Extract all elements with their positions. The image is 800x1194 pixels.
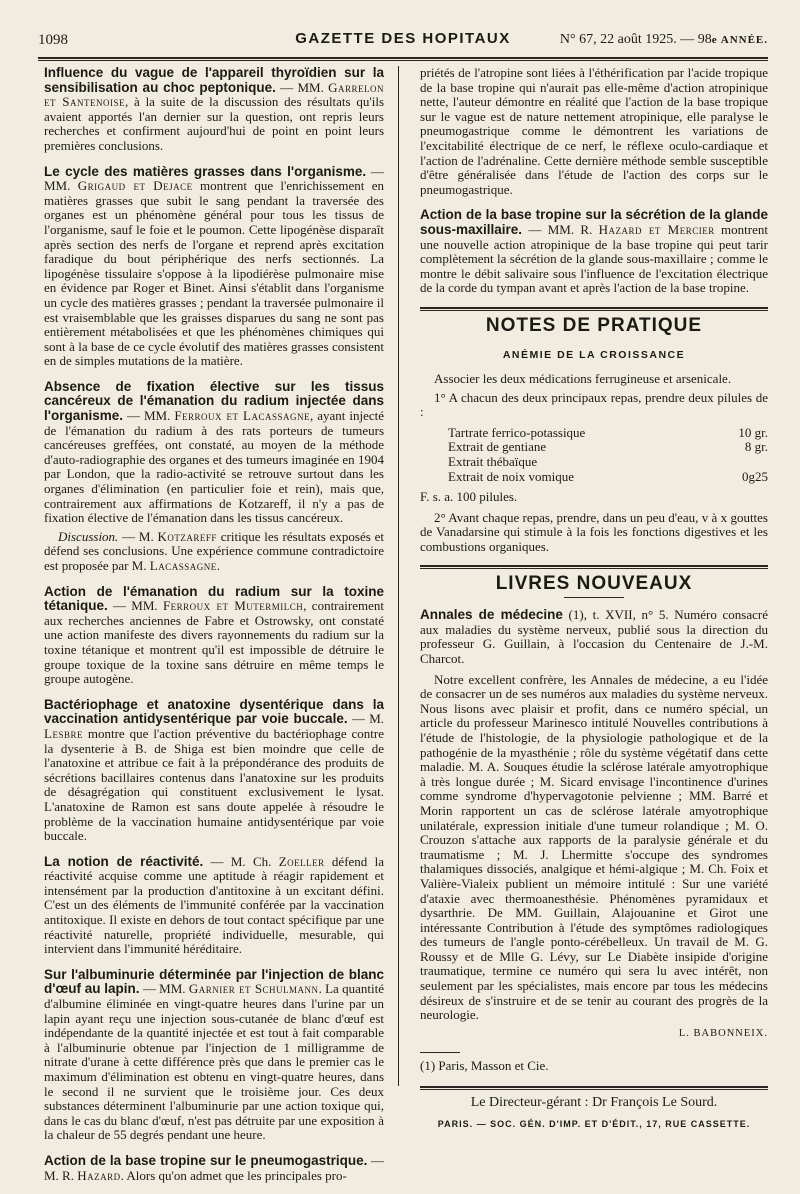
notes-step-2: 2° Avant chaque repas, prendre, dans un peu d'eau, v à x gouttes de Vanadarsine qui stimule à la fois les fonctions digestives et les combustions organiques. [420,509,768,555]
right-column [420,66,768,1131]
director-line: Le Directeur-gérant : Dr François Le Sourd. [470,1095,718,1111]
page-number: 1098 [38,32,68,48]
notes-intro: Associer les deux médications ferrugineuse et arsenicale. [434,371,732,387]
section-rule [420,565,768,569]
article-title: La notion de réactivité. [44,853,204,869]
article-authors: Zoeller [278,853,325,869]
article-authors: Grigaud et Dejace [77,178,193,194]
journal-title: GAZETTE DES HOPITAUX [295,30,511,47]
article-authors: Ferroux et Lacassagne [174,408,310,424]
article-body: , à la suite de la discussion des résultats qu'ils avaient apportés l'an dernier sur la question, ont repris leurs recherches et confirment aujourd'hui de point en point leurs premières conclusions. [44,94,385,153]
article-title: Bactériophage et anatoxine dysentérique dans la vaccination antidysentérique par voie buccale. [44,696,384,727]
review-signature: L. BABONNEIX. [678,1027,768,1039]
column-divider [398,66,399,1086]
book-title: Annales de médecine [420,607,563,623]
prescription-row: Extrait de gentiane 8 gr. [448,439,768,455]
article-authors: Garnier et Schulmann [188,981,319,997]
page-header [38,28,768,54]
article-authors: Ferroux et Mutermilch [162,598,304,614]
article-title: Influence du vague de l'appareil thyroïdien sur la sensibilisation au choc peptonique. [44,65,384,95]
article-fat-cycle: Le cycle des matières grasses dans l'organisme. — MM. Grigaud et Dejace montrent que l'enrichissement en matières grasses que subit le sang pendant la traversée des organes est un phénomène général pour tous les tissus de l'organisme, sauf le foie et le poumon. Cette lipogénèse disparaît après section des nerfs de l'organe et reprend après excitation faradique du bout périphérique des nerfs sectionnés. La lipogénèse tissulaire s'oppose à la lipodiérèse pulmonaire mise en évidence par Roger et Binet. Ainsi s'établit dans l'organisme un cycle des matières grasses ; pendant la traversée pulmonaire il est vraisemblable que les graisses disparues du sang ne sont pas entièrement métabolisées et que les phénomènes chimiques qui sont à la base de ce cycle évolutif des matières grasses consistent en de simples mutations de la matière. [44,163,384,369]
article-albuminuria: Sur l'albuminurie déterminée par l'injection de blanc d'œuf au lapin. — MM. Garnier et Schulmann. La quantité d'albumine éliminée en vingt-quatre heures dans l'urine par un lapin ayant reçu une injection sous-cutanée de blanc d'œuf est indépendante de la quantité injectée et est tout à fait comparable à l'albuminurie obtenue par l'injection de 1 milligramme de nitrate d'urane à cette différence près que dans le premier cas le maximum d'élimination est obtenu en vingt-quatre heures, dans le second il ne survient que le troisième jour. Ces deux substances déterminent l'albuminurie par une action toxique qui, dans le cas du blanc d'œuf, n'est pas détruite par une exposition à la chaleur de 55 degrés pendant une heure. [44,966,384,1143]
footnote-rule [420,1052,460,1053]
article-authors: Lesbre [44,725,83,741]
article-radium-tetanus: Action de l'émanation du radium sur la toxine tétanique. — MM. Ferroux et Mutermilch, contrairement aux recherches anciennes de Fabre et Ostrowsky, ont constaté une action manifeste des divers rayonnements du radium sur la toxine tétanique et montrent qu'il est impossible de détruire le groupe toxique de la toxine sans détruire en même temps le groupe autogène. [44,583,384,687]
imprint-line: PARIS. — SOC. GÉN. D'IMP. ET D'ÉDIT., 17, RUE CASSETTE. [437,1118,751,1129]
left-column [44,66,384,1194]
article-title: Action de la base tropine sur la sécrétion de la glande sous-maxillaire. [420,207,768,237]
article-body: . La quantité d'albumine éliminée en vingt-quatre heures dans l'urine par un lapin ayant reçu une injection sous-cutanée de blanc d'œuf est indépendante de la quantité injectée et est tout à fait comparable à l'albuminurie obtenue par l'injection de 1 milligramme de nitrate d'urane à cette différence près que dans le premier cas le maximum d'élimination est obtenu en vingt-quatre heures, dans le second il ne survient que le troisième jour. Ces deux substances déterminent l'albuminurie par une action toxique qui, dans le cas du blanc d'œuf, n'est pas détruite par une exposition à la chaleur de 55 degrés pendant une heure. [44,981,384,1143]
article-radium-cancer: Absence de fixation élective sur les tissus cancéreux de l'émanation du radium injectée dans l'organisme. — MM. Ferroux et Lacassagne, ayant injecté de l'émanation du radium à des rats porteurs de tumeurs cancéreuses greffées, ont constaté, au moyen de la méthode d'auto-radiographie des organes et des tumeurs imaginée en 1904 par London, que la radio-activité se retrouve surtout dans les organes d'élimination (en particulier foie et rein), mais que, contrairement aux affirmations de Kotzareff, il n'y a pas de fixation élective de l'émanation dans les tissus cancéreux. Discussion. — M. Kotzareff critique les résultats exposés et défend ses conclusions. Une expérience commune contradictoire est proposée par M. Lacassagne. [44,378,384,573]
footnote: (1) Paris, Masson et Cie. [420,1058,549,1074]
short-rule [564,597,624,598]
article-body: , contrairement aux recherches anciennes de Fabre et Ostrowsky, ont constaté une action manifeste des divers rayonnements du radium sur la toxine tétanique et montrent qu'il est impossible de détruire le groupe toxique de la toxine sans détruire en même temps le groupe autogène. [44,598,384,687]
prescription-row: Tartrate ferrico-potassique 10 gr. [448,424,768,440]
article-bacteriophage: Bactériophage et anatoxine dysentérique dans la vaccination antidysentérique par voie buccale. — M. Lesbre montre que l'action préventive du bactériophage contre la dysenterie à B. de Shiga est bien moindre que celle de l'anatoxine et attribue ce fait à la prépondérance des produits de sécrétions bacillaires contenus dans l'anatoxine sur les produits de désagrégation qui constituent exclusivement le lysat. L'anatoxine de Ramon est sans doute appelée à résoudre le problème de la vaccination humaine antidysentérique par voie buccale. [44,696,384,844]
article-authors: Garrelon et Santenoise [44,79,384,110]
article-body: montre que l'action préventive du bactériophage contre la dysenterie à B. de Shiga est bien moindre que celle de l'anatoxine et attribue ce fait à la prépondérance des produits de sécrétions bacillaires contenus dans l'anatoxine sur les produits de désagrégation qui constituent exclusivement le lysat. L'anatoxine de Ramon est sans doute appelée à résoudre le problème de la vaccination humaine antidysentérique par voie buccale. [44,725,384,844]
article-authors: Hazard [77,1167,121,1183]
discussion: Discussion. — M. Kotzareff critique les résultats exposés et défend ses conclusions. Une expérience commune contradictoire est proposée par M. Lacassagne. [44,528,384,573]
article-thyroid: Influence du vague de l'appareil thyroïdien sur la sensibilisation au choc peptonique. — MM. Garrelon et Santenoise, à la suite de la discussion des résultats qu'ils avaient apportés l'an dernier sur la question, ont repris leurs recherches et confirment aujourd'hui de point en point leurs premières conclusions. [44,65,385,153]
header-rule [38,57,768,61]
notes-step-1: 1° A chacun des deux principaux repas, prendre deux pilules de : [420,389,768,420]
article-body: , ayant injecté de l'émanation du radium à des rats porteurs de tumeurs cancéreuses greffées, ont constaté, au moyen de la méthode d'auto-radiographie des organes et des tumeurs imaginée en 1904 par London, que la radio-activité se retrouve surtout dans les organes d'élimination (en particulier foie et rein), mais que, contrairement aux affirmations de Kotzareff, il n'y a pas de fixation élective de l'émanation dans les tissus cancéreux. [44,408,384,526]
section-rule [420,307,768,311]
article-continuation: priétés de l'atropine sont liées à l'éthérification par l'acide tropique de la base tropine qui n'aurait pas elle-même d'action atropinique nette, l'auteur démontre en réalité que l'action de la base tropique sur le vague est de nature nettement atropinique, elle paralyse le pneumogastrique comme le démontrent les variations de l'excitabilité électrique de ce nerf, le réflexe oculo-cardiaque et l'action de l'adrénaline. Cette dernière méthode semble susceptible d'être généralisée dans l'étude de l'action des corps sur le pneumogastrique. [420,65,768,197]
article-authors: Hazard et Mercier [598,221,715,237]
book-review: Annales de médecine (1), t. XVII, n° 5. Numéro consacré aux maladies du système nerveux, publié sous la direction du professeur G. Guillain, à l'occasion du Centenaire de J.-M. Charcot. Notre excellent confrère, les Annales de médecine, a eu l'idée de consacrer un de ses numéros aux maladies du système nerveux. Nous lisons avec plaisir et profit, dans ce numéro spécial, un article du professeur Marinesco intitulé Nouvelles contributions à l'étude de l'histologie, de la physiologie pathologique et de la pathogénie de la myasthénie ; rôle du système végétatif dans cette maladie. M. A. Souques étudie la sclérose latérale amyotrophique à très longue durée ; M. Sicard envisage l'incontinence d'urines comme syndrome d'hypervagotonie pelvienne ; MM. Barré et Morin rapportent un cas de sclérose latérale amyotrophique unilatérale, expression initiale d'une tumeur rolandique ; M. O. Crouzon s'attache aux rapports de la paralysie générale et du traumatisme ; M. J. Lhermitte s'occupe des syndromes thalamiques dissociés, analgique et hémi-algique ; M. Ch. Foix et Valière-Vialeix publient un mémoire intitulé : Sur une variété d'ataxie avec thermoanesthésie. Phénomènes pyramidaux et dysarthrie. De MM. Guillain, Alajouanine et Girot une intéressante Contribution à l'étude des symptômes radiologiques des tumeurs de l'angle ponto-cérébelleux. Un travail de M. G. Roussy et de Mlle G. Lévy, sur Le Diabète insipide d'origine traumatique, termine ce numéro qui sera lu avec intérêt, non seulement par les spécialistes, mais encore par tous les médecins désireux de s'instruire et de se tenir au courant des progrès de la neurologie. L. BABONNEIX. [420,608,768,1041]
article-title: Action de l'émanation du radium sur la toxine tétanique. [44,583,384,614]
article-body: montrent que l'enrichissement en matières grasses que subit le sang pendant la traversée des organes est un phénomène général pour tous les tissus de l'organisme, sauf le foie et le poumon. Cette lipogénèse disparaît après section des nerfs de l'organe et reprend après excitation faradique du bout périphérique des nerfs sectionnés. La lipogénèse tissulaire s'oppose à la lipodiérèse pulmonaire mise en évidence par Roger et Binet. Ainsi s'établit dans l'organisme un cycle des matières grasses ; pendant la traversée pulmonaire il est vraisemblable que les graisses disparues du sang ne sont pas entièrement métabolisées et que les phénomènes chimiques qui sont à la base de ce cycle évolutif des matières grasses consistent en de simples mutations de la matière. [44,178,384,369]
gazette-page [38,28,768,1183]
review-text: Notre excellent confrère, les Annales de médecine, a eu l'idée de consacrer un de ses numéros aux maladies du système nerveux. Nous lisons avec plaisir et profit, dans ce numéro spécial, un article du professeur Marinesco intitulé Nouvelles contributions à l'étude de l'histologie, de la physiologie pathologique et de la pathogénie de la myasthénie ; rôle du système végétatif dans cette maladie. M. A. Souques étudie la sclérose latérale amyotrophique à très longue durée ; M. Sicard envisage l'incontinence d'urines comme syndrome d'hypervagotonie pelvienne ; MM. Barré et Morin rapportent un cas de sclérose latérale amyotrophique unilatérale, expression initiale d'une tumeur rolandique ; M. O. Crouzon s'attache aux rapports de la paralysie générale et du traumatisme ; M. J. Lhermitte s'occupe des syndromes thalamiques dissociés, analgique et hémi-algique ; M. Ch. Foix et Valière-Vialeix publient un mémoire intitulé : Sur une variété d'ataxie avec thermoanesthésie. Phénomènes pyramidaux et dysarthrie. De MM. Guillain, Alajouanine et Girot une intéressante Contribution à l'étude des symptômes radiologiques des tumeurs de l'angle ponto-cérébelleux. Un travail de M. G. Roussy et de Mlle G. Lévy, sur Le Diabète insipide d'origine traumatique, termine ce numéro qui sera lu avec intérêt, non seulement par les spécialistes, mais encore par tous les médecins désireux de s'instruire et de se tenir au courant des progrès de la neurologie. [420,671,768,1023]
footer-rule [420,1086,768,1090]
article-body: . Alors qu'on admet que les principales pro- [120,1167,347,1183]
article-title: Action de la base tropine sur le pneumogastrique. [44,1152,368,1168]
article-tropine-salivary: Action de la base tropine sur la sécrétion de la glande sous-maxillaire. — MM. R. Hazard et Mercier montrent une nouvelle action atropinique de la base tropine qui peut tarir complètement la sécrétion de la glande sous-maxillaire ; comme le montre le débit salivaire sous l'influence de l'excitation électrique de la corde du tympan avant et après l'action de la base tropine. [420,207,768,296]
article-body: montrent une nouvelle action atropinique de la base tropine qui peut tarir complètement la sécrétion de la glande sous-maxillaire ; comme le montre le débit salivaire sous l'influence de l'excitation électrique de la corde du tympan avant et après l'action de la base tropine. [420,221,768,296]
article-title: Le cycle des matières grasses dans l'organisme. [44,163,367,179]
notes-subheading: ANÉMIE DE LA CROISSANCE [502,348,686,361]
books-section-title: LIVRES NOUVEAUX [495,572,693,594]
prescription [448,426,768,484]
prescription-row: Extrait thébaïque [448,454,538,470]
article-title: Sur l'albuminurie déterminée par l'injection de blanc d'œuf au lapin. [44,966,384,997]
issue-info: N° 67, 22 août 1925. — 98e ANNÉE. [559,32,768,47]
article-tropine-vagus: Action de la base tropine sur le pneumogastrique. — M. R. Hazard. Alors qu'on admet que les principales pro- [44,1152,385,1183]
article-body: défend la réactivité acquise comme une aptitude à réagir rapidement et intensément par la production d'antitoxine à un excitant défini. C'est un des éléments de l'immunité conférée par la vaccination antitoxique. Il existe en dehors de tout contact spécifique par une réactivité naturelle, propriété individuelle, mesurable, qui intervient dans l'immunité héréditaire. [44,853,384,957]
prescription-row: Extrait de noix vomique 0g25 [448,468,768,484]
article-reactivity: La notion de réactivité. — M. Ch. Zoeller défend la réactivité acquise comme une aptitude à réagir rapidement et intensément par la production d'antitoxine à un excitant défini. C'est un des éléments de l'immunité conférée par la vaccination antitoxique. Il existe en dehors de tout contact spécifique par une réactivité naturelle, propriété individuelle, mesurable, qui intervient dans l'immunité héréditaire. [44,853,384,957]
notes-fsa: F. s. a. 100 pilules. [420,489,518,505]
notes-section-title: NOTES DE PRATIQUE [485,314,703,336]
article-title: Absence de fixation élective sur les tissus cancéreux de l'émanation du radium injectée dans l'organisme. [44,378,384,424]
